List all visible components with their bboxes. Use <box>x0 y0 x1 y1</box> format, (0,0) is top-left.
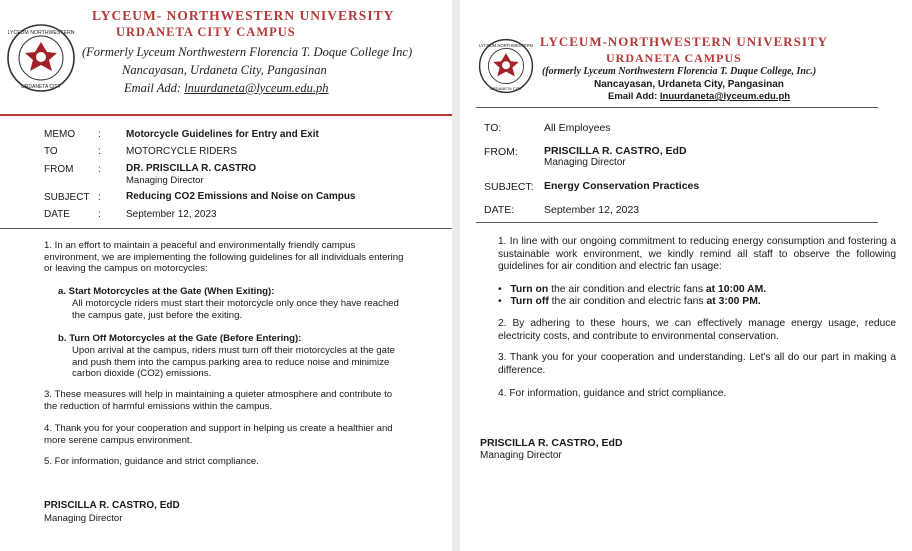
paragraph-4: 4. Thank you for your cooperation and support in helping us create a healthier and more serene campus environment. <box>44 423 393 446</box>
svg-text:URDANETA CITY: URDANETA CITY <box>21 84 61 90</box>
memo-value: Motorcycle Guidelines for Entry and Exit <box>126 129 319 140</box>
memo-label: MEMO <box>44 129 76 140</box>
left-memo-page <box>0 0 452 551</box>
paragraph-1: 1. In line with our ongoing commitment to reducing energy consumption and fostering a sustainable work environment, we kindly remind all staff to observe the following guidelines for air condition and electric fan usage: <box>498 236 896 273</box>
campus-name: URDANETA CAMPUS <box>606 51 742 65</box>
date-value: September 12, 2023 <box>544 204 640 216</box>
bullet-dot: • <box>498 284 502 295</box>
from-label: FROM: <box>484 146 518 158</box>
header-divider <box>0 114 452 116</box>
from-title: Managing Director <box>544 157 626 168</box>
bullet-2-strong: Turn off <box>510 296 549 307</box>
svg-text:LYCEUM NORTHWESTERN: LYCEUM NORTHWESTERN <box>7 30 75 36</box>
email-link[interactable]: lnuurdaneta@lyceum.edu.ph <box>659 91 791 102</box>
email-label: Email Add: <box>608 91 658 102</box>
from-label: FROM <box>44 164 74 175</box>
from-value: DR. PRISCILLA R. CASTRO <box>126 163 257 174</box>
item-a-title: a. Start Motorcycles at the Gate (When Exiting): <box>58 286 275 297</box>
colon: : <box>98 146 101 157</box>
to-label: TO <box>44 146 58 157</box>
subject-value: Reducing CO2 Emissions and Noise on Campus <box>126 191 356 202</box>
university-seal-icon <box>6 22 76 94</box>
paragraph-4: 4. For information, guidance and strict compliance. <box>498 388 727 399</box>
signature-title: Managing Director <box>480 450 562 461</box>
fields-divider <box>476 222 878 223</box>
date-label: DATE: <box>484 204 515 216</box>
bullet-turn-on <box>498 284 766 295</box>
fields-divider <box>0 228 452 229</box>
item-b-text: Upon arrival at the campus, riders must turn off their motorcycles at the gate and push them into the campus parking area to reduce noise and minimize carbon dioxide (CO2) emissions. <box>72 345 395 380</box>
date-value: September 12, 2023 <box>126 209 217 220</box>
bullet-1-strong: Turn on <box>510 284 549 295</box>
bullet-2-text: the air condition and electric fans <box>548 296 707 307</box>
university-name: LYCEUM- NORTHWESTERN UNIVERSITY <box>92 8 395 23</box>
svg-text:LYCEUM NORTHWESTERN: LYCEUM NORTHWESTERN <box>479 42 533 48</box>
paragraph-5: 5. For information, guidance and strict compliance. <box>44 456 259 467</box>
campus-name: URDANETA CITY CAMPUS <box>116 25 296 39</box>
to-value: All Employees <box>544 122 611 134</box>
from-title: Managing Director <box>126 175 204 186</box>
bullet-turn-off <box>498 296 761 307</box>
colon: : <box>98 164 101 175</box>
paragraph-3: 3. Thank you for your cooperation and understanding. Let's all do our part in making a difference. <box>498 352 896 376</box>
signature-name: PRISCILLA R. CASTRO, EdD <box>44 500 180 511</box>
email-link[interactable]: lnuurdaneta@lyceum.edu.ph <box>184 81 329 95</box>
university-name: LYCEUM-NORTHWESTERN UNIVERSITY <box>540 34 829 49</box>
paragraph-2: 2. By adhering to these hours, we can effectively manage energy usage, reduce electricity costs, and contribute to environmental conservation. <box>498 318 896 342</box>
signature-title: Managing Director <box>44 513 123 524</box>
header-divider <box>476 107 878 108</box>
colon: : <box>98 129 101 140</box>
bullet-1-text: the air condition and electric fans <box>548 284 706 295</box>
item-b-title: b. Turn Off Motorcycles at the Gate (Before Entering): <box>58 333 302 344</box>
to-value: MOTORCYCLE RIDERS <box>126 146 237 157</box>
bullet-2-time: at 3:00 PM. <box>706 296 761 307</box>
subject-label: SUBJECT: <box>484 181 534 193</box>
formerly-line: (Formerly Lyceum Northwestern Florencia T. Doque College Inc) <box>82 45 413 59</box>
paragraph-3: 3. These measures will help in maintaining a quieter atmosphere and contribute to the reduction of harmful emissions within the campus. <box>44 389 393 412</box>
signature-name: PRISCILLA R. CASTRO, EdD <box>480 437 623 449</box>
item-a-text: All motorcycle riders must start their motorcycle only once they have reached the campus gate, just before the exiting. <box>72 298 399 321</box>
address-line: Nancayasan, Urdaneta City, Pangasinan <box>122 63 327 77</box>
formerly-line: (formerly Lyceum Northwestern Florencia T. Duque College, Inc.) <box>542 66 817 77</box>
svg-text:URDANETA CITY: URDANETA CITY <box>490 86 522 91</box>
from-value: PRISCILLA R. CASTRO, EdD <box>544 145 687 157</box>
colon: : <box>98 209 101 220</box>
bullet-dot: • <box>498 296 502 307</box>
paragraph-1: 1. In an effort to maintain a peaceful and environmentally friendly campus environment, we are implementing the following guidelines for all individuals entering or leaving the campus on motorcycles: <box>44 240 404 275</box>
university-seal-icon <box>478 37 534 95</box>
email-line <box>608 91 790 102</box>
colon: : <box>98 192 101 203</box>
to-label: TO: <box>484 122 502 134</box>
email-label: Email Add: <box>124 81 182 95</box>
email-line <box>124 81 329 96</box>
subject-value: Energy Conservation Practices <box>544 180 700 192</box>
right-memo-page <box>460 0 912 551</box>
date-label: DATE <box>44 209 70 220</box>
bullet-1-time: at 10:00 AM. <box>705 284 767 295</box>
address-line: Nancayasan, Urdaneta City, Pangasinan <box>594 79 784 90</box>
subject-label: SUBJECT <box>44 192 90 203</box>
